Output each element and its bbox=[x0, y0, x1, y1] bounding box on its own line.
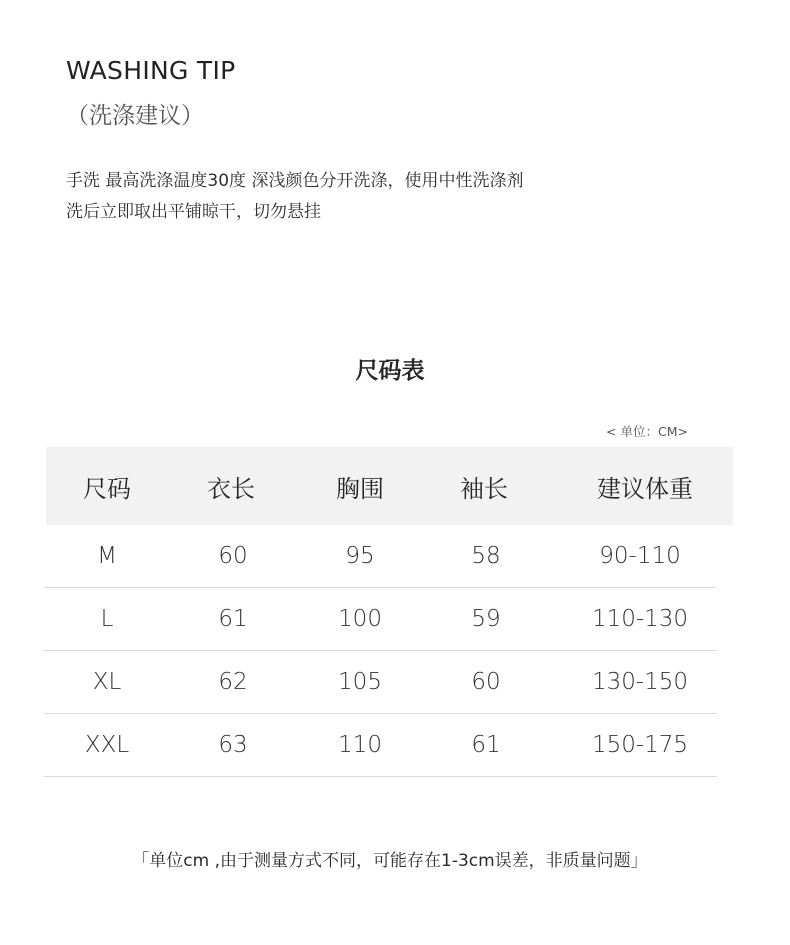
cell-length: 60 bbox=[218, 543, 248, 569]
cell-size: M bbox=[97, 543, 117, 569]
cell-sleeve: 61 bbox=[471, 732, 501, 758]
header-chest: 胸围 bbox=[336, 474, 384, 503]
washing-line-1: 手洗 最高洗涤温度30度 深浅颜色分开洗涤，使用中性洗涤剂 bbox=[66, 171, 524, 191]
cell-length: 62 bbox=[218, 669, 248, 695]
size-table bbox=[44, 447, 717, 777]
cell-chest: 95 bbox=[345, 543, 375, 569]
cell-size: XXL bbox=[84, 732, 130, 758]
header-weight: 建议体重 bbox=[597, 474, 693, 503]
table-row bbox=[44, 651, 717, 714]
table-row bbox=[44, 525, 717, 588]
size-chart-title: 尺码表 bbox=[355, 358, 425, 384]
cell-weight: 110-130 bbox=[591, 606, 689, 632]
cell-weight: 90-110 bbox=[599, 543, 681, 569]
cell-size: XL bbox=[92, 669, 122, 695]
cell-weight: 150-175 bbox=[591, 732, 689, 758]
measurement-disclaimer: 「单位cm ,由于测量方式不同，可能存在1-3cm误差，非质量问题」 bbox=[132, 851, 648, 871]
table-row bbox=[44, 714, 717, 777]
washing-tip-subtitle: （洗涤建议） bbox=[66, 103, 204, 129]
unit-note: < 单位：CM> bbox=[606, 424, 688, 439]
cell-length: 61 bbox=[218, 606, 248, 632]
washing-tip-title: WASHING TIP bbox=[66, 56, 236, 85]
cell-chest: 100 bbox=[338, 606, 382, 632]
header-sleeve: 袖长 bbox=[460, 474, 508, 503]
table-header bbox=[46, 447, 733, 525]
cell-weight: 130-150 bbox=[591, 669, 689, 695]
cell-chest: 110 bbox=[338, 732, 382, 758]
cell-sleeve: 59 bbox=[471, 606, 501, 632]
header-length: 衣长 bbox=[207, 474, 255, 503]
cell-length: 63 bbox=[218, 732, 248, 758]
cell-chest: 105 bbox=[338, 669, 382, 695]
washing-instructions bbox=[66, 166, 523, 228]
washing-line-2: 洗后立即取出平铺晾干，切勿悬挂 bbox=[66, 202, 321, 222]
cell-size: L bbox=[100, 606, 114, 632]
table-row bbox=[44, 588, 717, 651]
cell-sleeve: 58 bbox=[471, 543, 501, 569]
cell-sleeve: 60 bbox=[471, 669, 501, 695]
header-size: 尺码 bbox=[83, 474, 131, 503]
